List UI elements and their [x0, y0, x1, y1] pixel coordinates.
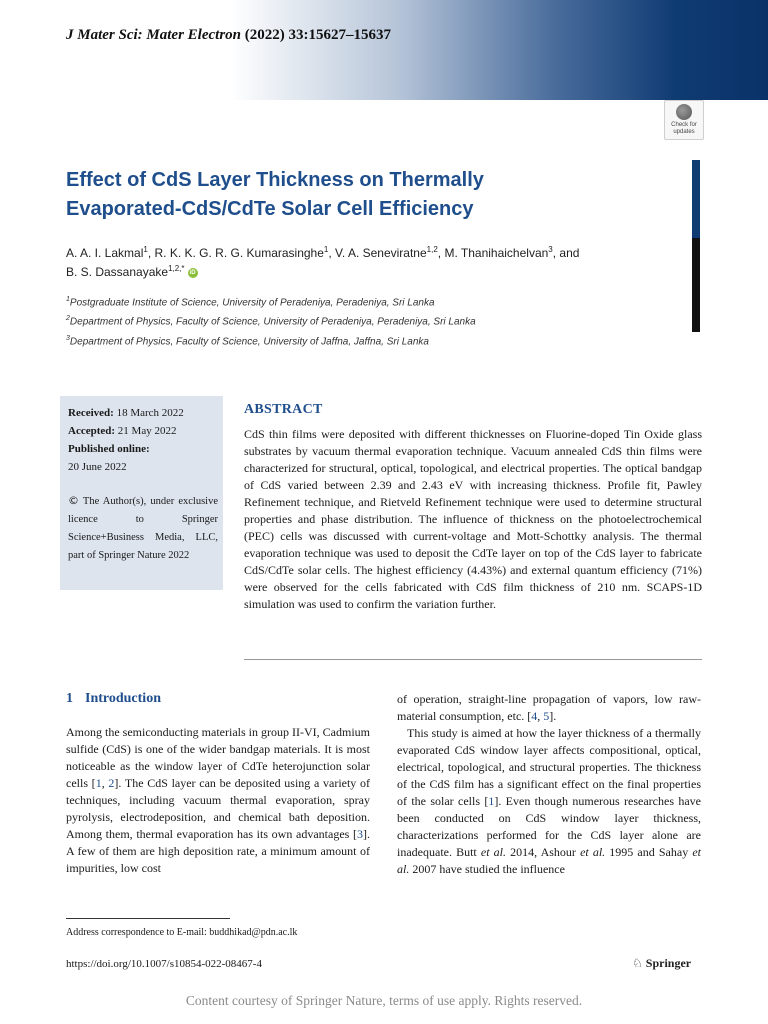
- published-row: [68, 440, 220, 458]
- accepted-label: Accepted:: [68, 425, 116, 437]
- header-band: [0, 0, 768, 100]
- crossmark-icon: [676, 104, 692, 120]
- body-text: 2007 have studied the influence: [409, 862, 565, 876]
- side-accent-black: [692, 238, 700, 332]
- affiliation-number: 3: [66, 334, 70, 342]
- section-title: Introduction: [85, 691, 161, 706]
- body-text: This study is aimed at how the layer thickness of a thermally evaporated CdS window layer affects compositional, optical, electrical, topological, and structural properties. The thickness of the CdS film has a significant effect on the final properties of the solar cells [: [397, 726, 701, 808]
- citation-link[interactable]: 3: [357, 827, 363, 841]
- citation-link[interactable]: 1: [488, 794, 495, 808]
- affiliation-number: 1: [66, 296, 70, 303]
- badge-line-2: updates: [673, 129, 695, 135]
- author-separator: ,: [147, 246, 155, 260]
- author-affiliation: 1: [143, 245, 148, 254]
- doi-link[interactable]: https://doi.org/10.1007/s10854-022-08467-4: [66, 958, 262, 970]
- author-affiliation: 1,2: [426, 245, 438, 254]
- license-statement: [68, 492, 218, 565]
- springer-horse-icon: ♘: [632, 956, 643, 970]
- body-text: of operation, straight-line propagation of vapors, low raw-material consumption, etc. [: [397, 692, 701, 723]
- affiliation-item: [66, 292, 666, 311]
- affiliations: [66, 292, 666, 350]
- body-text: ].: [549, 709, 557, 723]
- received-date: 18 March 2022: [116, 407, 184, 419]
- body-text: ]. The CdS layer can be deposited using a variety of techniques, including vacuum thermal evaporation, spray pyrolysis, electrodeposition, and chemical bath deposition. Among them, thermal evaporation has its own advantages [: [66, 776, 370, 841]
- journal-citation: [66, 27, 391, 44]
- abstract-heading: ABSTRACT: [244, 402, 323, 417]
- affiliation-text: Department of Physics, Faculty of Science, University of Peradeniya, Peradeniya, Sri Lanka: [69, 316, 476, 328]
- history-dates: [68, 404, 220, 476]
- publisher-logo: [632, 955, 691, 971]
- author-list: [66, 242, 686, 280]
- copyright-icon: ©: [68, 494, 79, 507]
- body-column-left: [66, 724, 370, 877]
- received-label: Received:: [68, 407, 114, 419]
- body-text: et al.: [480, 845, 507, 859]
- author-name: A. A. I. Lakmal: [66, 246, 144, 260]
- body-text: ,: [537, 709, 544, 723]
- badge-line-1: Check for: [671, 122, 697, 128]
- author-separator: ,: [328, 246, 336, 260]
- license-text: The Author(s), under exclusive licence to Springer Science+Business Media, LLC, part of Springer Nature 2022: [68, 496, 218, 561]
- citation-link[interactable]: 1: [95, 776, 102, 790]
- section-number: 1: [66, 691, 73, 706]
- article-title: [66, 166, 666, 224]
- body-text: et al.: [580, 845, 606, 859]
- author-affiliation: 1,2,*: [168, 264, 185, 273]
- accepted-date: 21 May 2022: [117, 425, 177, 437]
- published-label: Published online:: [68, 443, 150, 455]
- section-heading: [66, 691, 161, 707]
- author-separator: , and: [552, 246, 580, 260]
- footnote-divider: [66, 918, 230, 919]
- body-text: ,: [101, 776, 109, 790]
- body-text: ]. Even though numerous researches have been conducted on CdS window layer thickness, characterizations performed for the CdS layer alone are inadequate. Butt: [397, 794, 701, 859]
- abstract-divider: [244, 659, 702, 660]
- body-text: Among the semiconducting materials in group II-VI, Cadmium sulfide (CdS) is one of the wider bandgap materials. It is most noticeable as the window layer of CdTe heterojunction solar cells [: [66, 725, 370, 790]
- received-row: [68, 404, 220, 422]
- author-affiliation: 1: [323, 245, 329, 254]
- paragraph: [397, 725, 701, 878]
- title-line-2: Evaporated-CdS/CdTe Solar Cell Efficiency: [66, 198, 474, 220]
- title-line-1: Effect of CdS Layer Thickness on Thermally: [66, 169, 484, 191]
- author-separator: ,: [437, 246, 445, 260]
- correspondence-footnote: Address correspondence to E-mail: buddhikad@pdn.ac.lk: [66, 927, 298, 938]
- body-text: 2014, Ashour: [506, 845, 581, 859]
- affiliation-item: [66, 331, 666, 350]
- body-text: et al.: [397, 845, 702, 876]
- publisher-name: Springer: [645, 956, 692, 970]
- orcid-icon[interactable]: iD: [189, 269, 196, 276]
- author-name: M. Thanihaichelvan: [444, 246, 549, 260]
- check-for-updates-badge[interactable]: [664, 100, 704, 140]
- author-affiliation: 3: [548, 245, 553, 254]
- side-accent-blue: [692, 160, 700, 238]
- abstract-text: CdS thin films were deposited with different thicknesses on Fluorine-doped Tin Oxide glass substrates by vacuum thermal evaporation technique. Vacuum annealed CdS thin films were characterized for structural, optical, topological, and electrical properties. The optical bandgap of CdS varied between 2.39 and 2.43 eV with increasing thickness. Profile fit, Pawley Refinement technique, and Rietveld Refinement technique were used to determine structural properties and phase distribution. The influence of thickness on the photoelectrochemical (PEC) cells was discussed with current-voltage and Mott-Schottky analysis. The thermal evaporation technique was used to deposit the CdTe layer on top of the CdS layer to fabricate CdS/CdTe solar cells. The highest efficiency (4.43%) and external quantum efficiency (71%) were observed for the cells fabricated with CdS film thickness of 210 nm. SCAPS-1D simulation was used to confirm the variation further.: [244, 427, 702, 611]
- body-text: ]. A few of them are high deposition rate, a minimum amount of impurities, low cost: [66, 827, 370, 875]
- published-date: 20 June 2022: [68, 461, 127, 473]
- paragraph: [397, 691, 701, 725]
- citation-link[interactable]: 2: [108, 776, 115, 790]
- article-history-box: [60, 396, 223, 590]
- author-name: V. A. Seneviratne: [335, 246, 427, 260]
- author-name: R. K. K. G. R. G. Kumarasinghe: [154, 246, 324, 260]
- author-name: B. S. Dassanayake: [66, 265, 169, 279]
- accepted-row: [68, 422, 220, 440]
- citation-link[interactable]: 5: [543, 709, 550, 723]
- courtesy-notice: Content courtesy of Springer Nature, terms of use apply. Rights reserved.: [185, 993, 583, 1008]
- body-column-right: [397, 691, 701, 878]
- affiliation-text: Department of Physics, Faculty of Science, University of Jaffna, Jaffna, Sri Lanka: [69, 335, 429, 347]
- journal-name: J Mater Sci: Mater Electron: [66, 27, 241, 43]
- affiliation-number: 2: [66, 315, 70, 323]
- author-line-2: [66, 261, 686, 280]
- citation-link[interactable]: 4: [531, 709, 538, 723]
- affiliation-item: [66, 311, 666, 330]
- author-line-1: [66, 242, 686, 261]
- citation: (2022) 33:15627–15637: [244, 27, 391, 43]
- body-text: 1995 and Sahay: [605, 845, 693, 859]
- affiliation-text: Postgraduate Institute of Science, University of Peradeniya, Peradeniya, Sri Lanka: [69, 297, 435, 309]
